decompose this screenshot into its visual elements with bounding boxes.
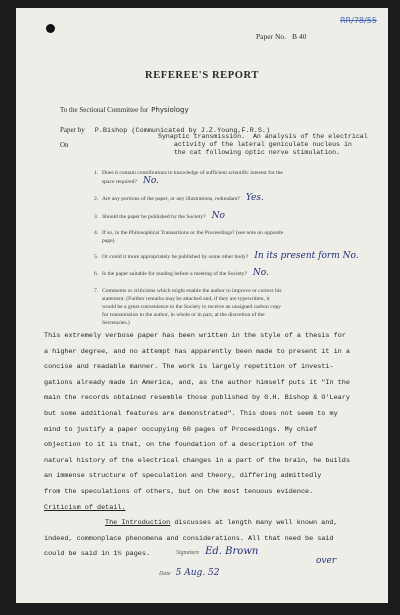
question-7-line-4: for transmission to the author, in whole or in part, at the discretion of the [102,312,265,318]
answer-3: No [211,211,225,221]
page-title: REFEREE'S REPORT [145,70,259,81]
on-label-line [60,134,69,152]
body-line: main the records obtained resemble those published by G.H. Bishop & O'Leary [44,394,350,403]
handwritten-signature: Ed. Brown [205,546,259,557]
date-label: Date [159,571,171,577]
on-label: On [60,141,69,149]
body-line: indeed, commonplace phenomena and considerations. All that need be said [44,534,334,543]
section-heading-introduction: The Introduction [105,519,171,528]
question-2: 2. Are any portions of the paper, or any illustrations, redundant? Yes. [94,193,264,203]
question-4: 4. If so, in the Philosophical Transactions or the Proceedings? (see note on opposite [94,230,284,236]
document-page [16,8,388,603]
answer-6: No. [252,268,269,278]
question-3: 3. Should the paper be published by the Society? No [94,211,225,221]
question-7-line-2: statement. (Further remarks may be attached and, if they are typewritten, it [102,296,270,302]
question-6: 6. Is the paper suitable for reading before a meeting of the Society? No. [94,268,269,278]
question-1: 1. Does it contain contributions to knowledge of sufficient scientific interest for the [94,170,283,176]
answer-5: In its present form No. [254,251,359,261]
punch-hole [46,24,55,33]
body-line: an immense structure of speculation and theory, differing admittedly [44,472,322,481]
body-line: gations already made in America, and, as the author himself puts it "In the [44,378,350,387]
signature-line [176,546,258,557]
question-7: 7. Comments or criticisms which might enable the author to improve or correct his [94,288,282,294]
paper-number-label: Paper No. [256,32,286,41]
signature-label: Signature [176,550,200,556]
committee-label: To the Sectional Committee for [60,106,149,114]
body-line: This extremely verbose paper has been written in the style of a thesis for [44,332,346,340]
body-line: The Introduction discusses at length many well known and, [105,519,338,528]
question-5: 5. Or could it more appropriately be published by some other body? In its present form No. [94,251,359,261]
paper-subject: Synaptic transmission. An analysis of the electrical activity of the lateral geniculate nucleus in the cat following optic nerve stimulation. [158,133,368,156]
body-line: natural history of the electrical changes in a part of the brain, he builds [44,456,350,465]
archive-reference: RR/78/55 [340,16,377,25]
body-line: concise and readable manner. The work is largely repetition of investi- [44,363,334,372]
section-heading-criticism: Criticism of detail. [44,503,126,512]
body-line: but some additional features are demonstrated". This does not seem to my [44,409,338,418]
paper-number-value: B 40 [292,32,307,41]
paper-by-label: Paper by [60,126,85,134]
question-7-line-5: Secretaries.) [102,320,130,326]
report-body [44,329,380,563]
answer-2: Yes. [245,193,264,203]
committee-line [60,106,189,114]
body-line: could be said in 1½ pages. [44,550,151,559]
paper-by-value: P.Bishop (Communicated by J.Z.Young,F.R.S.) [94,127,271,135]
over-note: over [316,556,337,566]
committee-value: Physiology [151,106,189,114]
body-line: objection to it is that, on the foundation of a description of the [44,441,314,450]
question-7-line-3: would be a great convenience to the Society to receive an unsigned carbon copy [102,304,282,310]
answer-1: No. [142,176,159,186]
body-line: from the speculations of others, but on the most tenuous evidence. [44,487,314,496]
body-line: mind to justify a paper occupying 60 pages of Proceedings. My chief [44,425,318,434]
date-line [159,568,220,578]
question-1-line-2: space required? No. [102,176,159,186]
paper-number [256,32,306,41]
body-line: a higher degree, and no attempt has apparently been made to present it in a [44,347,350,356]
date-value: 5 Aug. 52 [175,568,220,578]
question-4-line-2: page). [102,238,116,244]
